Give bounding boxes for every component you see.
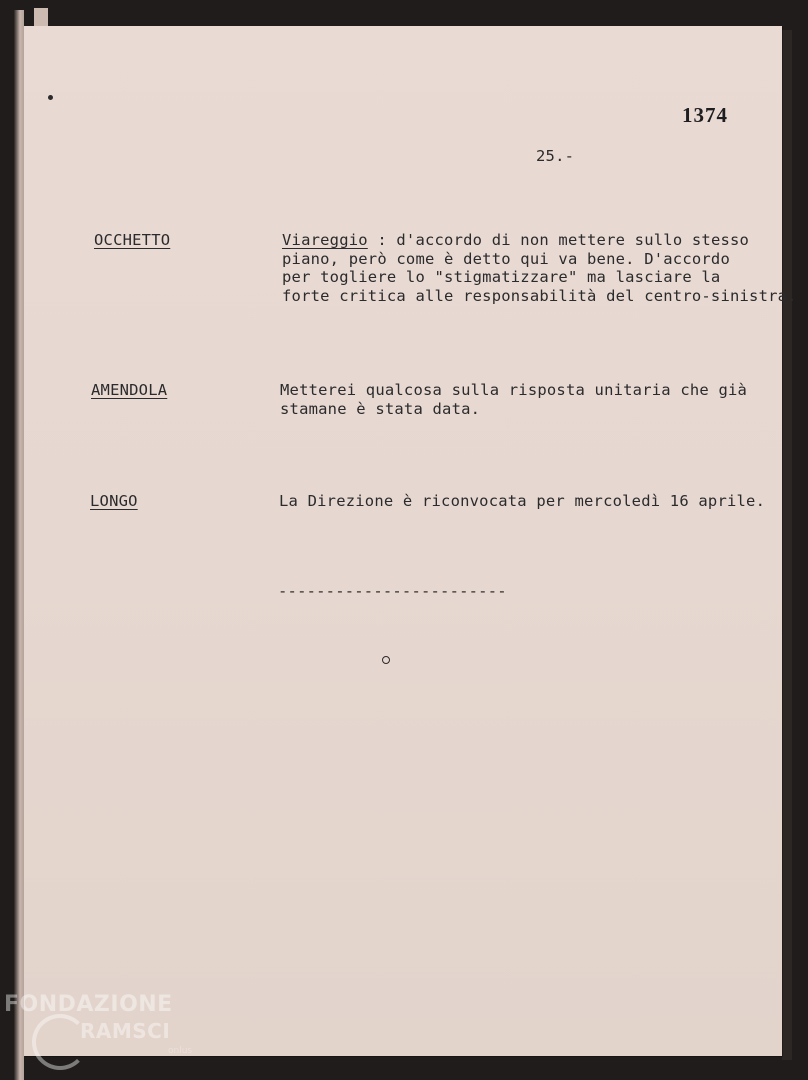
binder-strip <box>14 10 24 1080</box>
speaker-amendola: AMENDOLA <box>91 381 168 399</box>
entry-line: Metterei qualcosa sulla risposta unitaria che già <box>280 381 748 399</box>
entry-line: La Direzione è riconvocata per mercoledì 16 aprile. <box>279 492 766 510</box>
entry-line: stamane è stata data. <box>280 400 481 418</box>
page-edge-shadow <box>782 30 792 1060</box>
archive-watermark-logo <box>4 992 204 1072</box>
archive-number: 1374 <box>682 103 728 127</box>
speaker-occhetto: OCCHETTO <box>94 231 171 249</box>
watermark-line2: RAMSCI <box>80 1019 171 1043</box>
typed-ring-mark <box>382 656 390 664</box>
entry-line <box>282 231 749 250</box>
closing-rule: ------------------------ <box>278 582 507 600</box>
page-number: 25.- <box>536 147 575 165</box>
punch-dot <box>48 95 53 100</box>
entry-text: : d'accordo di non mettere sullo stesso <box>367 231 750 249</box>
entry-line: forte critica alle responsabilità del centro-sinistra. <box>282 287 797 305</box>
typed-page <box>24 26 782 1056</box>
topic-viareggio: Viareggio <box>282 231 368 249</box>
speaker-longo: LONGO <box>90 492 138 510</box>
watermark-line1: FONDAZIONE <box>4 992 173 1017</box>
entry-line: piano, però come è detto qui va bene. D'accordo <box>282 250 730 268</box>
watermark-small: onlus <box>168 1046 193 1056</box>
entry-line: per togliere lo "stigmatizzare" ma lasciare la <box>282 268 721 286</box>
binder-tab <box>34 8 48 26</box>
